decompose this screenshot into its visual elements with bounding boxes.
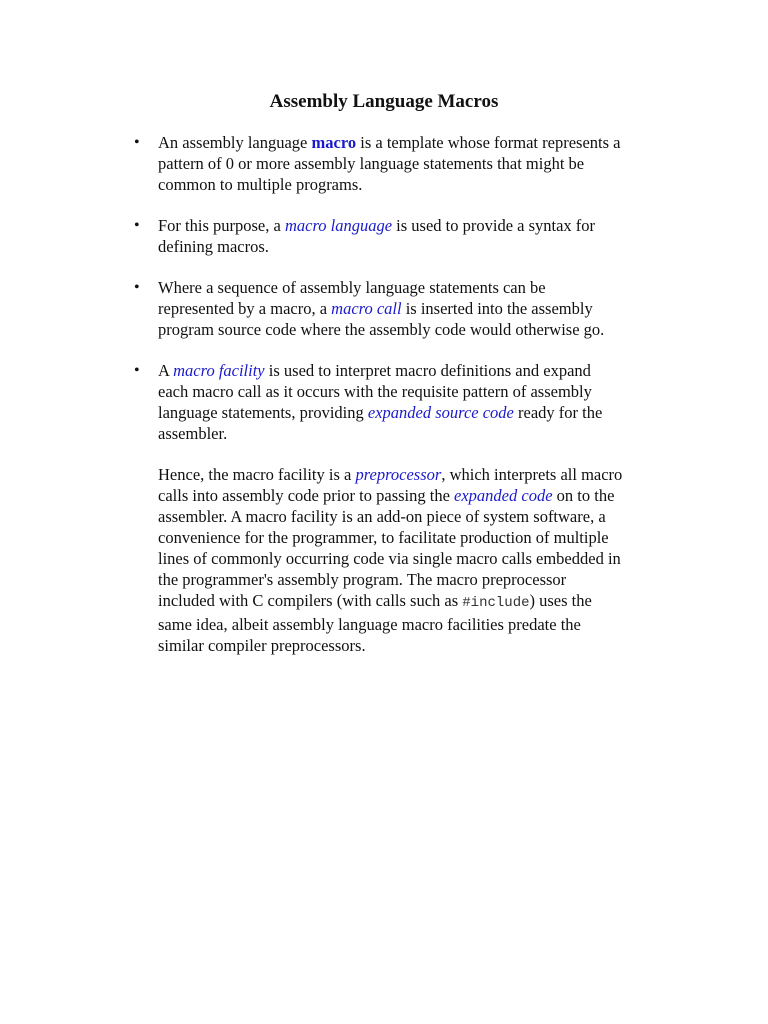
bullet-dot-icon: • xyxy=(134,134,140,151)
text-run: Where a sequence of assembly language statements can be represented by a macro, a xyxy=(158,278,546,318)
bullet-item-macro-language xyxy=(0,215,624,257)
bullet-text xyxy=(158,132,624,195)
bullet-text xyxy=(158,277,624,340)
bullet-dot-icon: • xyxy=(134,217,140,234)
page-title: Assembly Language Macros xyxy=(269,91,499,112)
term-macro-facility: macro facility xyxy=(173,361,265,380)
code-include: #include xyxy=(462,595,530,611)
text-run: A xyxy=(158,361,174,380)
bullet-list xyxy=(0,132,768,676)
bullet-text xyxy=(158,215,624,257)
text-run: For this purpose, a xyxy=(158,216,285,235)
term-macro-call: macro call xyxy=(331,299,402,318)
text-run: on to the assembler. A macro facility is an add-on piece of system software, a convenience for the programmer, to facilitate production of multiple lines of commonly occurring code via single macro calls embedded in the programmer's assembly program. The macro preprocessor included with C compilers (with calls such as xyxy=(158,486,621,610)
term-expanded-source-code: expanded source code xyxy=(367,403,514,422)
bullet-dot-icon: • xyxy=(134,279,140,296)
term-macro-language: macro language xyxy=(284,216,393,235)
text-run: is inserted into the assembly program source code where the assembly code would otherwise go. xyxy=(158,299,605,339)
term-expanded-code: expanded code xyxy=(454,486,553,505)
term-preprocessor: preprocessor xyxy=(355,465,442,484)
term-macro: macro xyxy=(311,133,357,152)
bullet-text xyxy=(158,360,624,444)
text-run: ready for the assembler. xyxy=(158,403,603,443)
text-run: is used to interpret macro definitions and expand each macro call as it occurs with the requisite pattern of assembly language statements, providing xyxy=(158,361,592,422)
text-run: Hence, the macro facility is a xyxy=(158,465,356,484)
text-run: An assembly language xyxy=(158,133,312,152)
text-run: ) uses the same idea, albeit assembly language macro facilities predate the similar compiler preprocessors. xyxy=(158,591,592,655)
bullet-item-macro xyxy=(0,132,624,195)
text-run: is a template whose format represents a pattern of 0 or more assembly language statements that might be common to multiple programs. xyxy=(158,133,621,194)
bullet-item-macro-facility xyxy=(0,360,624,656)
text-run: is used to provide a syntax for defining macros. xyxy=(158,216,596,256)
bullet-dot-icon: • xyxy=(134,362,140,379)
bullet-item-macro-call xyxy=(0,277,624,340)
text-run: , which interprets all macro calls into assembly code prior to passing the xyxy=(158,465,623,505)
continuation-paragraph xyxy=(158,464,624,656)
